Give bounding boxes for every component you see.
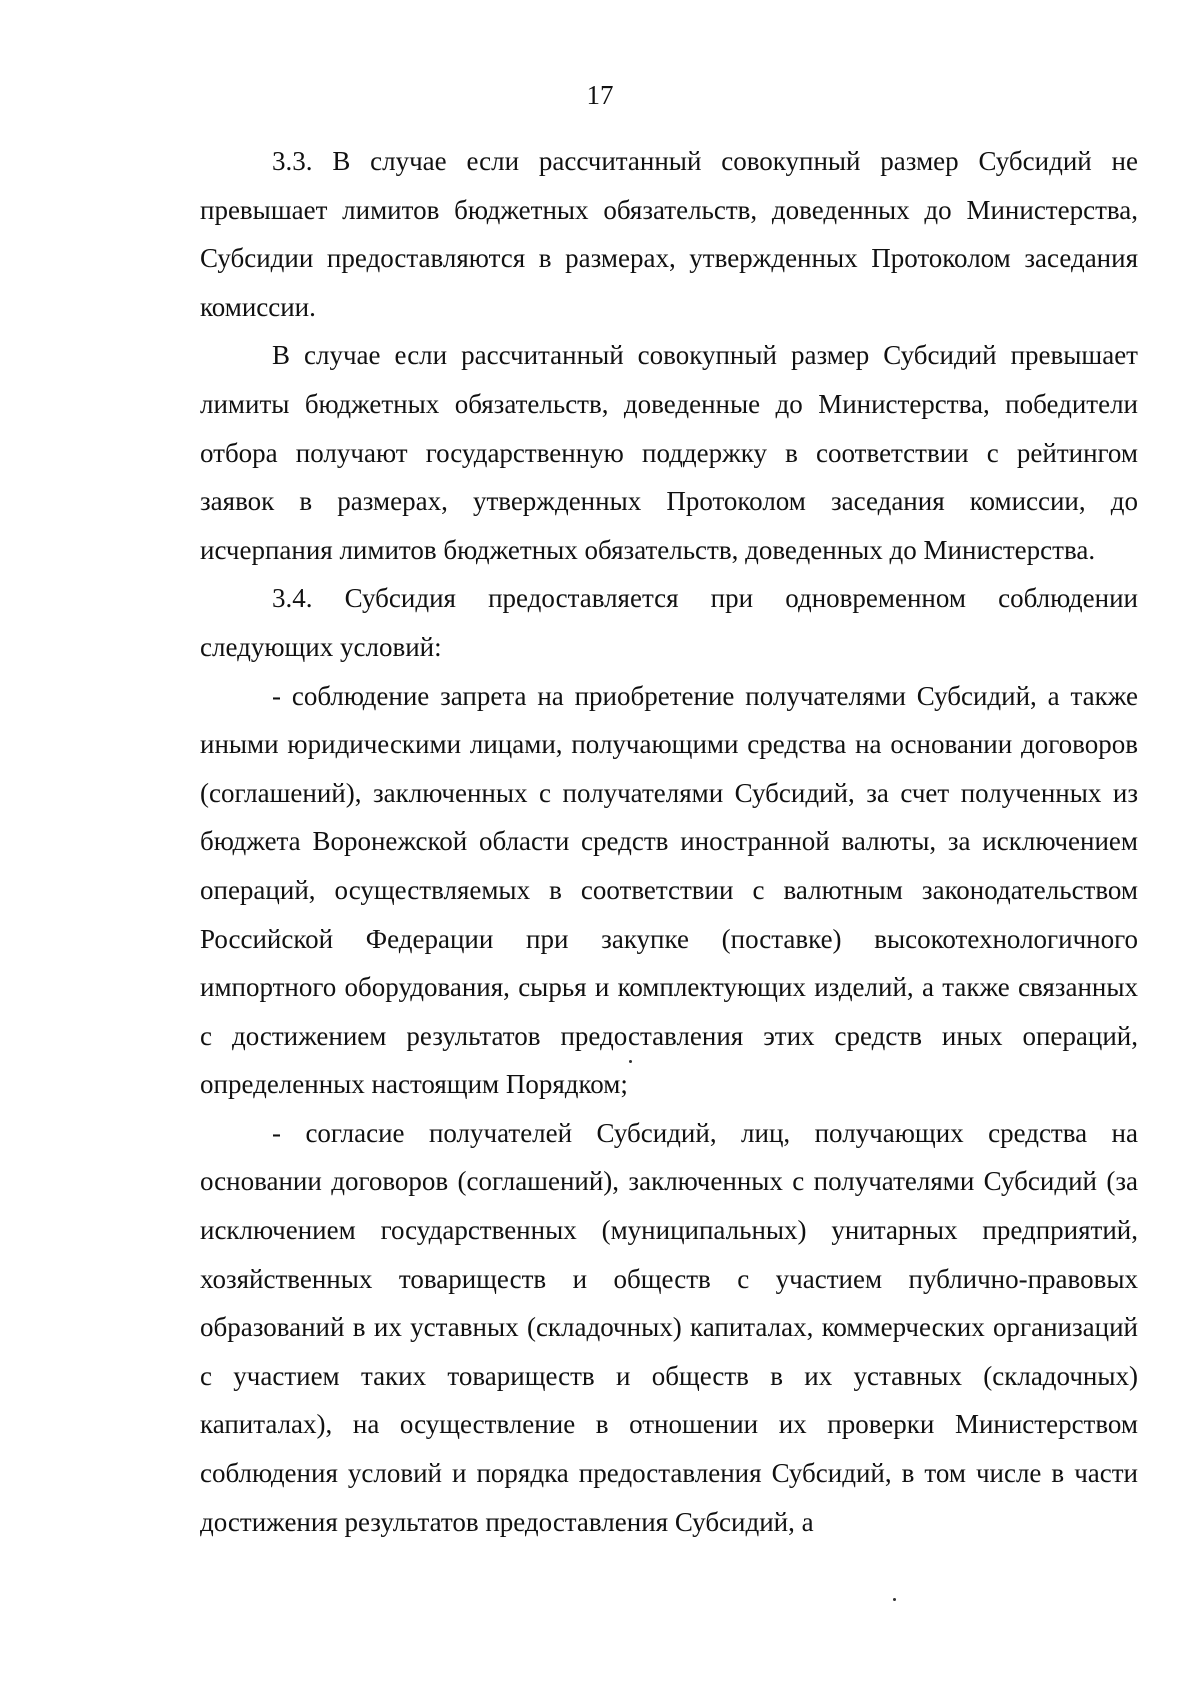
paragraph-limits-exceeded: В случае если рассчитанный совокупный размер Субсидий превышает лимиты бюджетных обязательств, доведенные до Министерства, победители отбора получают государственную поддержку в соответствии с рейтингом заявок в размерах, утвержденных Протоколом заседания комиссии, до исчерпания лимитов бюджетных обязательств, доведенных до Министерства. xyxy=(200,340,1138,565)
page-number: 17 xyxy=(586,80,614,110)
scan-speck xyxy=(893,1598,896,1601)
paragraph-condition-consent: - согласие получателей Субсидий, лиц, получающих средства на основании договоров (соглашений), заключенных с получателями Субсидий (за исключением государственных (муниципальных) унитарных предприятий, хозяйственных товариществ и обществ с участием публично-правовых образований в их уставных (складочных) капиталах, коммерческих организаций с участием таких товариществ и обществ в их уставных (складочных) капиталах), на осуществление в отношении их проверки Министерством соблюдения условий и порядка предоставления Субсидий, в том числе в части достижения результатов предоставления Субсидий, а xyxy=(200,1117,1138,1537)
paragraph-3-3: 3.3. В случае если рассчитанный совокупный размер Субсидий не превышает лимитов бюджетных обязательств, доведенных до Министерства, Субсидии предоставляются в размерах, утвержденных Протоколом заседания комиссии. xyxy=(200,146,1138,322)
scan-speck xyxy=(629,1060,632,1063)
paragraph-3-4: 3.4. Субсидия предоставляется при одновременном соблюдении следующих условий: xyxy=(200,583,1138,662)
paragraph-condition-currency-ban: - соблюдение запрета на приобретение получателями Субсидий, а также иными юридическими лицами, получающими средства на основании договоров (соглашений), заключенных с получателями Субсидий, за счет полученных из бюджета Воронежской области средств иностранной валюты, за исключением операций, осуществляемых в соответствии с валютным законодательством Российской Федерации при закупке (поставке) высокотехнологичного импортного оборудования, сырья и комплектующих изделий, а также связанных с достижением результатов предоставления этих средств иных операций, определенных настоящим Порядком; xyxy=(200,680,1138,1100)
document-body xyxy=(200,137,1138,1546)
